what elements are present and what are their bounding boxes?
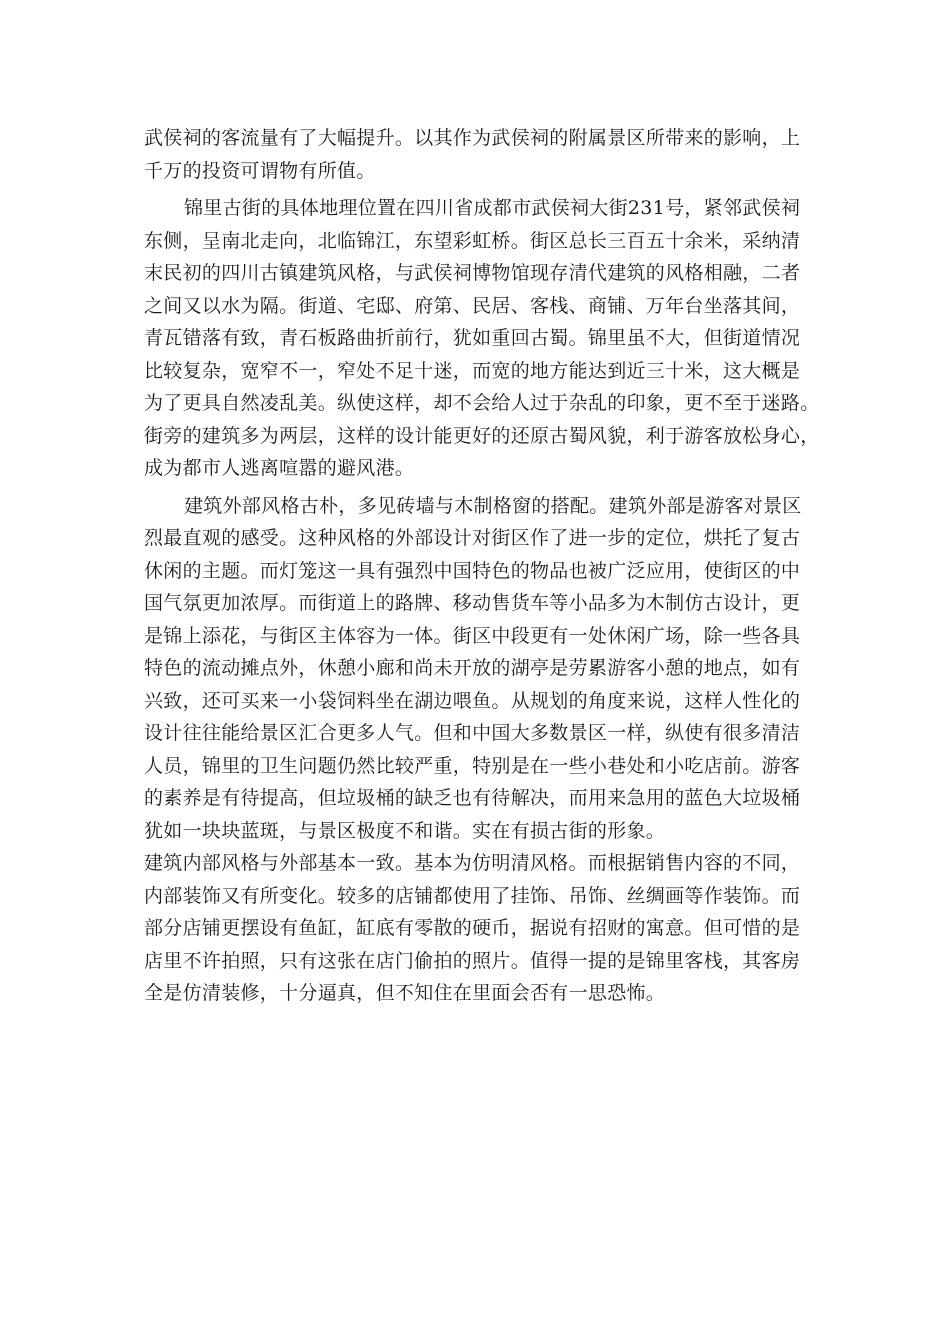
text-line: 是锦上添花，与街区主体容为一体。街区中段更有一处休闲广场，除一些各具 <box>144 624 801 647</box>
text-line: 建筑外部风格古朴，多见砖墙与木制格窗的搭配。建筑外部是游客对景区 <box>184 494 802 517</box>
text-line: 东侧，呈南北走向，北临锦江，东望彩虹桥。街区总长三百五十余米，采纳清 <box>144 229 801 252</box>
text-line: 青瓦错落有致，青石板路曲折前行，犹如重回古蜀。锦里虽不大，但街道情况 <box>144 327 801 349</box>
text-line: 武侯祠的客流量有了大幅提升。以其作为武侯祠的附属景区所带来的影响，上 <box>144 127 801 149</box>
paragraph-4 <box>144 847 808 1010</box>
text-line: 街旁的建筑多为两层，这样的设计能更好的还原古蜀风貌，利于游客放松身心， <box>144 424 820 447</box>
text-line: 建筑内部风格与外部基本一致。基本为仿明清风格。而根据销售内容的不同， <box>144 852 801 874</box>
text-line: 比较复杂，宽窄不一，窄处不足十迷，而宽的地方能达到近三十米，这大概是 <box>144 359 801 382</box>
paragraph-2 <box>144 192 820 485</box>
text-line: 国气氛更加浓厚。而街道上的路牌、移动售货车等小品多为木制仿古设计，更 <box>144 592 801 614</box>
paragraph-1 <box>144 122 808 187</box>
text-line: 店里不许拍照，只有这张在店门偷拍的照片。值得一提的是锦里客栈，其客房 <box>144 949 801 972</box>
text-line: 设计往往能给景区汇合更多人气。但和中国大多数景区一样，纵使有很多清洁 <box>144 722 801 744</box>
text-line: 锦里古街的具体地理位置在四川省成都市武侯祠大街231号，紧邻武侯祠 <box>184 197 801 219</box>
text-line: 烈最直观的感受。这种风格的外部设计对街区作了进一步的定位，烘托了复古 <box>144 527 801 549</box>
body-text <box>144 122 820 1010</box>
text-line: 内部装饰又有所变化。较多的店铺都使用了挂饰、吊饰、丝绸画等作装饰。而 <box>144 884 801 907</box>
text-line: 部分店铺更摆设有鱼缸，缸底有零散的硬币，据说有招财的寓意。但可惜的是 <box>144 917 801 939</box>
text-line: 成为都市人逃离喧嚣的避风港。 <box>144 457 415 479</box>
text-line: 兴致，还可买来一小袋饲料坐在湖边喂鱼。从规划的角度来说，这样人性化的 <box>144 689 801 712</box>
text-line: 犹如一块块蓝斑，与景区极度不和谐。实在有损古街的形象。 <box>144 819 666 842</box>
text-line: 千万的投资可谓物有所值。 <box>144 159 376 182</box>
text-line: 特色的流动摊点外，休憩小廊和尚未开放的湖亭是劳累游客小憩的地点，如有 <box>144 657 801 679</box>
text-line: 全是仿清装修，十分逼真，但不知住在里面会否有一思恐怖。 <box>144 982 666 1004</box>
text-line: 的素养是有待提高，但垃圾桶的缺乏也有待解决，而用来急用的蓝色大垃圾桶 <box>144 787 801 809</box>
text-line: 人员，锦里的卫生问题仍然比较严重，特别是在一些小巷处和小吃店前。游客 <box>144 754 801 777</box>
text-line: 为了更具自然凌乱美。纵使这样，却不会给人过于杂乱的印象，更不至于迷路。 <box>144 392 820 414</box>
text-line: 末民初的四川古镇建筑风格，与武侯祠博物馆现存清代建筑的风格相融，二者 <box>144 262 801 284</box>
paragraph-3 <box>144 490 808 848</box>
text-line: 休闲的主题。而灯笼这一具有强烈中国特色的物品也被广泛应用，使街区的中 <box>144 559 801 582</box>
text-line: 之间又以水为隔。街道、宅邸、府第、民居、客栈、商铺、万年台坐落其间， <box>144 294 801 317</box>
